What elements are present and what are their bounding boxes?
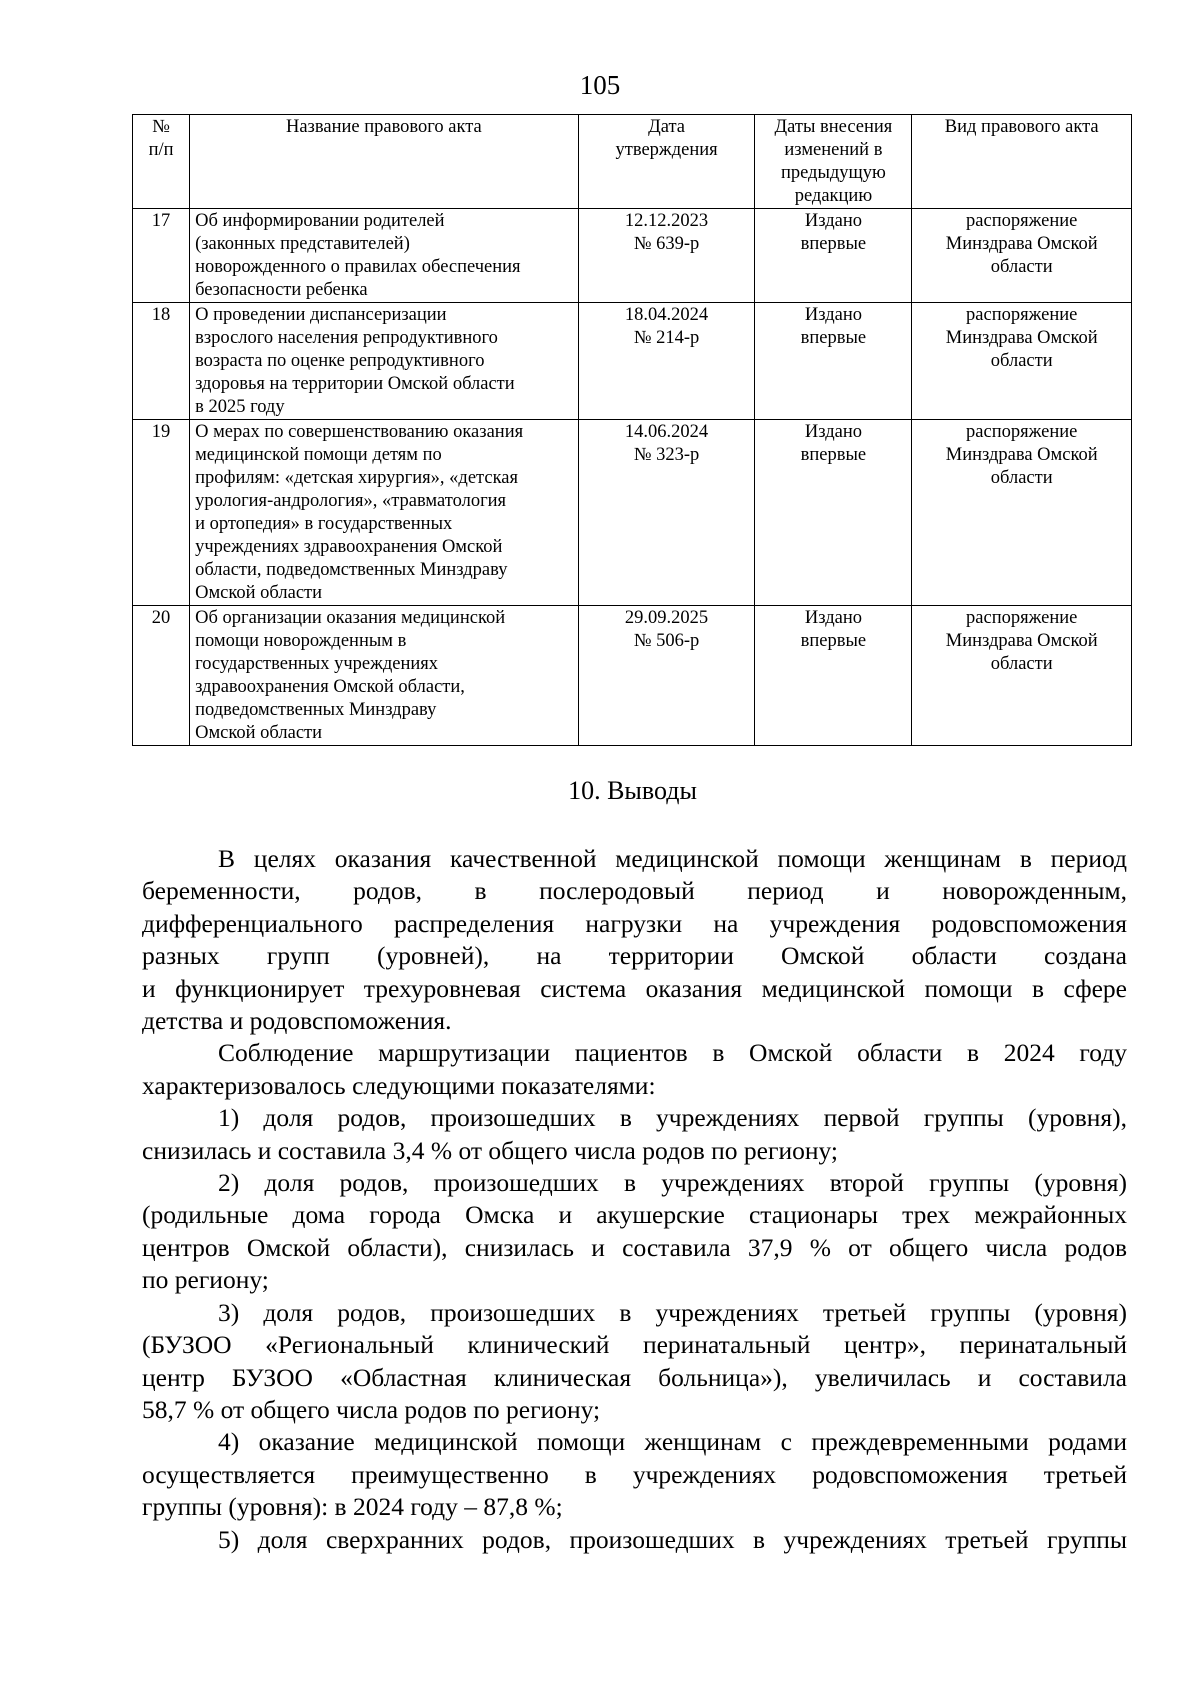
text-line: осуществляется преимущественно в учреждениях родовспоможения третьей xyxy=(142,1459,1127,1489)
header-num xyxy=(133,115,190,209)
cell-line: № xyxy=(152,117,170,137)
text-line: В целях оказания качественной медицинской помощи женщинам в период xyxy=(218,844,1127,873)
row-type xyxy=(912,209,1132,303)
cell-line: распоряжение xyxy=(966,608,1078,628)
cell-line: профилям: «детская хирургия», «детская xyxy=(195,468,519,488)
cell-line: Дата xyxy=(648,117,685,137)
cell-line: учреждениях здравоохранения Омской xyxy=(195,537,503,557)
row-num: 20 xyxy=(133,606,190,746)
cell-line: Об организации оказания медицинской xyxy=(195,608,506,628)
cell-line: утверждения xyxy=(615,140,718,160)
conclusions-text xyxy=(142,843,1127,1556)
cell-line: Издано xyxy=(804,305,862,325)
text-line: детства и родовспоможения. xyxy=(142,1006,452,1036)
cell-line: Минздрава Омской xyxy=(945,328,1098,348)
paragraph xyxy=(142,1102,1127,1167)
cell-line: области xyxy=(990,351,1053,371)
text-line: 4) оказание медицинской помощи женщинам с преждевременными родами xyxy=(218,1427,1127,1457)
row-name xyxy=(190,209,579,303)
row-changes xyxy=(755,420,912,606)
cell-line: здравоохранения Омской области, xyxy=(195,677,465,697)
text-line: дифференциального распределения нагрузки на учреждения родовспоможения xyxy=(142,908,1127,938)
cell-line: О проведении диспансеризации xyxy=(195,305,447,325)
cell-line: п/п xyxy=(148,140,174,160)
cell-line: 29.09.2025 xyxy=(624,608,709,628)
cell-line: урология-андрология», «травматология xyxy=(195,491,507,511)
row-changes xyxy=(755,606,912,746)
text-line: группы (уровня): в 2024 году – 87,8 %; xyxy=(142,1492,563,1522)
cell-line: Издано xyxy=(804,211,862,231)
row-type xyxy=(912,420,1132,606)
cell-line: распоряжение xyxy=(966,305,1078,325)
cell-line: (законных представителей) xyxy=(195,234,410,254)
cell-line: изменений в xyxy=(784,140,883,160)
paragraph xyxy=(142,1297,1127,1427)
text-line: снизилась и составила 3,4 % от общего числа родов по региону; xyxy=(142,1135,838,1165)
cell-line: 14.06.2024 xyxy=(624,422,709,442)
row-date xyxy=(578,420,755,606)
row-num: 18 xyxy=(133,303,190,420)
text-line: разных групп (уровней), на территории Омской области создана xyxy=(142,941,1127,971)
cell-line: Минздрава Омской xyxy=(945,445,1098,465)
text-line: центров Омской области), снизилась и составила 37,9 % от общего числа родов xyxy=(142,1232,1127,1262)
cell-line: 12.12.2023 xyxy=(624,211,709,231)
page-number: 105 xyxy=(579,70,621,100)
cell-line: безопасности ребенка xyxy=(195,280,368,300)
cell-line: № 214-р xyxy=(633,328,700,348)
cell-line: впервые xyxy=(800,328,867,348)
row-name xyxy=(190,420,579,606)
cell-line: предыдущую xyxy=(780,163,886,183)
cell-line: О мерах по совершенствованию оказания xyxy=(195,422,524,442)
text-line: 58,7 % от общего числа родов по региону; xyxy=(142,1394,601,1424)
cell-line: № 506-р xyxy=(633,631,700,651)
cell-line: Минздрава Омской xyxy=(945,631,1098,651)
table-row xyxy=(133,209,1132,303)
table-row xyxy=(133,606,1132,746)
row-date xyxy=(578,303,755,420)
cell-line: области xyxy=(990,654,1053,674)
text-line: 3) доля родов, произошедших в учреждениях третьей группы (уровня) xyxy=(218,1297,1127,1327)
row-type xyxy=(912,303,1132,420)
row-date xyxy=(578,606,755,746)
row-num: 19 xyxy=(133,420,190,606)
cell-line: подведомственных Минздраву xyxy=(195,700,437,720)
row-name xyxy=(190,606,579,746)
text-line: (родильные дома города Омска и акушерские стационары трех межрайонных xyxy=(142,1200,1127,1230)
table-header-row xyxy=(133,115,1132,209)
cell-line: Минздрава Омской xyxy=(945,234,1098,254)
text-line: беременности, родов, в послеродовый период и новорожденным, xyxy=(142,876,1127,906)
cell-line: Вид правового акта xyxy=(944,117,1099,137)
paragraph xyxy=(142,843,1127,1037)
cell-line: медицинской помощи детям по xyxy=(195,445,442,465)
text-line: 5) доля сверхранних родов, произошедших в учреждениях третьей группы xyxy=(218,1524,1127,1554)
cell-line: возраста по оценке репродуктивного xyxy=(195,351,485,371)
row-type xyxy=(912,606,1132,746)
paragraph xyxy=(142,1426,1127,1523)
cell-line: 18.04.2024 xyxy=(624,305,709,325)
cell-line: распоряжение xyxy=(966,211,1078,231)
cell-line: новорожденного о правилах обеспечения xyxy=(195,257,521,277)
cell-line: и ортопедия» в государственных xyxy=(195,514,453,534)
cell-line: помощи новорожденным в xyxy=(195,631,407,651)
text-line: и функционирует трехуровневая система оказания медицинской помощи в сфере xyxy=(142,973,1127,1003)
text-line: Соблюдение маршрутизации пациентов в Омской области в 2024 году xyxy=(218,1038,1127,1068)
table-row xyxy=(133,303,1132,420)
cell-line: Даты внесения xyxy=(774,117,893,137)
cell-line: редакцию xyxy=(794,186,873,206)
section-title: 10. Выводы xyxy=(568,776,697,805)
row-num: 17 xyxy=(133,209,190,303)
cell-line: Издано xyxy=(804,422,862,442)
cell-line: Омской области xyxy=(195,583,323,603)
row-changes xyxy=(755,303,912,420)
cell-line: Издано xyxy=(804,608,862,628)
text-line: характеризовалось следующими показателями: xyxy=(142,1070,656,1100)
cell-line: Название правового акта xyxy=(285,117,482,137)
cell-line: в 2025 году xyxy=(195,397,285,417)
cell-line: распоряжение xyxy=(966,422,1078,442)
header-changes xyxy=(755,115,912,209)
cell-line: государственных учреждениях xyxy=(195,654,439,674)
paragraph xyxy=(142,1524,1127,1556)
header-name xyxy=(190,115,579,209)
cell-line: № 639-р xyxy=(633,234,700,254)
paragraph xyxy=(142,1037,1127,1102)
header-date xyxy=(578,115,755,209)
cell-line: области xyxy=(990,257,1053,277)
paragraph xyxy=(142,1167,1127,1297)
table-row xyxy=(133,420,1132,606)
cell-line: впервые xyxy=(800,631,867,651)
cell-line: № 323-р xyxy=(633,445,700,465)
cell-line: впервые xyxy=(800,445,867,465)
text-line: по региону; xyxy=(142,1265,269,1295)
text-line: (БУЗОО «Региональный клинический перинатальный центр», перинатальный xyxy=(142,1330,1127,1360)
cell-line: взрослого населения репродуктивного xyxy=(195,328,498,348)
cell-line: Об информировании родителей xyxy=(195,211,445,231)
cell-line: области, подведомственных Минздраву xyxy=(195,560,508,580)
text-line: 1) доля родов, произошедших в учреждениях первой группы (уровня), xyxy=(218,1103,1127,1133)
row-name xyxy=(190,303,579,420)
text-line: 2) доля родов, произошедших в учреждениях второй группы (уровня) xyxy=(218,1168,1127,1198)
cell-line: здоровья на территории Омской области xyxy=(195,374,515,394)
cell-line: области xyxy=(990,468,1053,488)
cell-line: Омской области xyxy=(195,723,323,743)
row-changes xyxy=(755,209,912,303)
cell-line: впервые xyxy=(800,234,867,254)
legal-acts-table xyxy=(132,114,1132,746)
row-date xyxy=(578,209,755,303)
header-type xyxy=(912,115,1132,209)
text-line: центр БУЗОО «Областная клиническая больница»), увеличилась и составила xyxy=(142,1362,1127,1392)
